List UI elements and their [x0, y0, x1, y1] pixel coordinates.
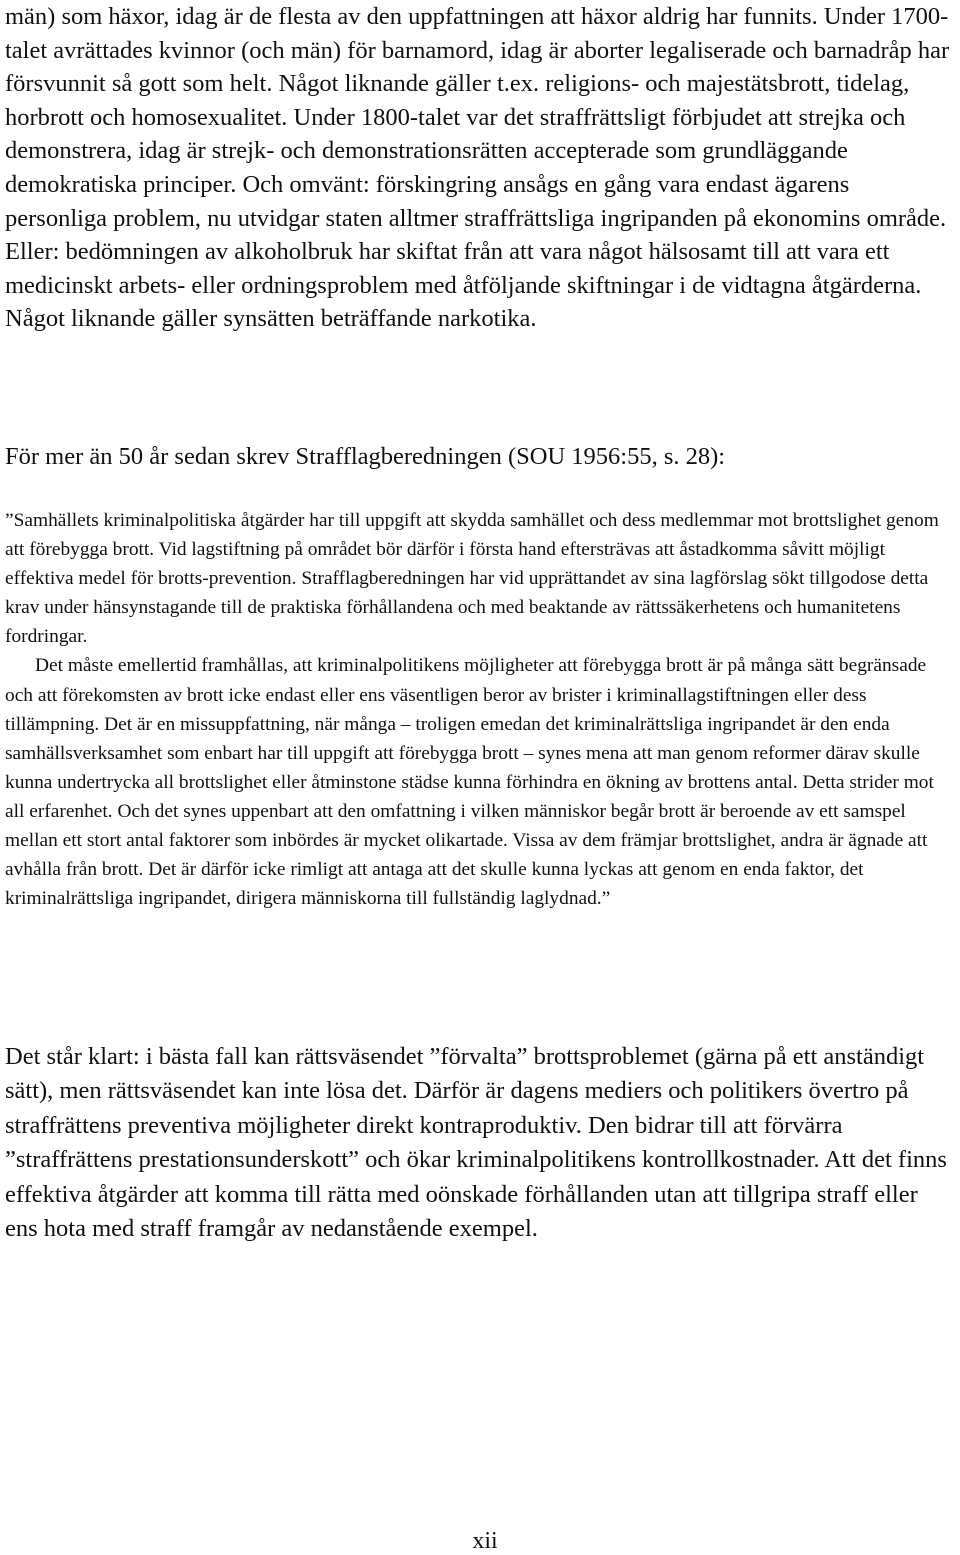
quote-paragraph-1: ”Samhällets kriminalpolitiska åtgärder har till uppgift att skydda samhället och dess medlemmar mot brottslighet genom att förebygga brott. Vid lagstiftning på området bör därför i första hand eftersträvas att åstadkomma såvitt möjligt effektiva medel för brotts-prevention. Strafflagberedningen har vid upprättandet av sina lagförslag sökt tillgodose detta krav under hänsynstagande till de praktiska förhållandena och med beaktande av rättssäkerhetens och humanitetens fordringar. — [5, 510, 939, 648]
body-paragraph-3: Det står klart: i bästa fall kan rättsväsendet ”förvalta” brottsproblemet (gärna på ett anständigt sätt), men rättsväsendet kan inte lösa det. Därför är dagens mediers och politikers övertro på straffrättens preventiva möjligheter direkt kontraproduktiv. Den bidrar till att förvärra ”straffrättens prestationsunderskott” och ökar kriminalpolitikens kontrollkostnader. Att det finns effektiva åtgärder att komma till rätta med oönskade förhållanden utan att tillgripa straff eller ens hota med straff framgår av nedanstående exempel. — [5, 1043, 947, 1243]
body-paragraph-1: män) som häxor, idag är de flesta av den uppfattningen att häxor aldrig har funnits. Under 1700-talet avrättades kvinnor (och män) för barnamord, idag är aborter legaliserade och barnadråp har försvunnit så gott som helt. Något liknande gäller t.ex. religions- och majestätsbrott, tidelag, horbrott och homosexualitet. Under 1800-talet var det straffrättsligt förbjudet att strejka och demonstrera, idag är strejk- och demonstrationsrätten accepterade som grundläggande demokratiska principer. Och omvänt: förskingring ansågs en gång vara endast ägarens personliga problem, nu utvidgar staten alltmer straffrättsliga ingripanden på ekonomins område. Eller: bedömningen av alkoholbruk har skiftat från att vara något hälsosamt till att vara ett medicinskt arbets- eller ordningsproblem med åtföljande skiftningar i de vidtagna åtgärderna. Något liknande gäller synsätten beträffande narkotika. — [5, 3, 950, 333]
block-quote — [5, 506, 955, 913]
quote-paragraph-2: Det måste emellertid framhållas, att kriminalpolitikens möjligheter att förebygga brott är på många sätt begränsade och att förekomsten av brott icke endast eller ens väsentligen beror av brister i kriminallagstiftningen eller dess tillämpning. Det är en missuppfattning, när många – troligen emedan det kriminalrättsliga ingripandet är den enda samhällsverksamhet som enbart har till uppgift att förebygga brott – synes mena att man genom reformer därav skulle kunna undertrycka all brottslighet eller åtminstone städse kunna förhindra en ökning av brottens antal. Detta strider mot all erfarenhet. Och det synes uppenbart att den omfattning i vilken människor begår brott är beroende av ett samspel mellan ett stort antal faktorer som inbördes är mycket olikartade. Vissa av dem främjar brottslighet, andra är ägnade att avhålla från brott. Det är därför icke rimligt att antaga att det skulle kunna lyckas att genom en enda faktor, det kriminalrättsliga ingripandet, dirigera människorna till fullständig laglydnad.” — [5, 655, 934, 910]
document-page — [5, 0, 955, 1243]
page-number: xii — [472, 1528, 498, 1554]
body-paragraph-2: För mer än 50 år sedan skrev Strafflagberedningen (SOU 1956:55, s. 28): — [5, 443, 726, 470]
